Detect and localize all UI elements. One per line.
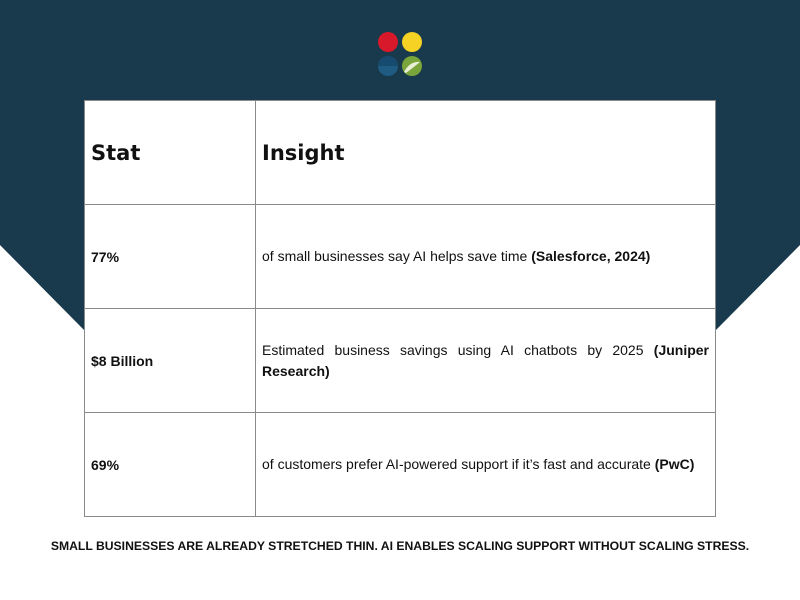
- insight-source: (PwC): [654, 456, 695, 472]
- footer-tagline: SMALL BUSINESSES ARE ALREADY STRETCHED THIN. AI ENABLES SCALING SUPPORT WITHOUT SCALING STRESS.: [50, 539, 750, 553]
- stat-cell: $8 Billion: [85, 309, 256, 413]
- four-dots-logo-icon: [377, 31, 423, 77]
- insight-text: of customers prefer AI-powered support if it’s fast and accurate: [262, 456, 651, 472]
- table-row: [85, 309, 716, 413]
- header-stat: Stat: [85, 101, 256, 205]
- insight-source: (Juniper Research): [262, 341, 710, 379]
- insight-cell: [256, 413, 716, 517]
- header-insight: Insight: [256, 101, 716, 205]
- stat-cell: 77%: [85, 205, 256, 309]
- stats-table: [84, 100, 716, 517]
- insight-source: (Salesforce, 2024): [531, 248, 651, 264]
- insight-cell: [256, 205, 716, 309]
- table-row: [85, 413, 716, 517]
- table-header-row: [85, 101, 716, 205]
- stat-cell: 69%: [85, 413, 256, 517]
- insight-text: Estimated business savings using AI chatbots by 2025: [262, 341, 644, 358]
- insight-cell: [256, 309, 716, 413]
- table-row: [85, 205, 716, 309]
- insight-text: of small businesses say AI helps save time: [262, 248, 528, 264]
